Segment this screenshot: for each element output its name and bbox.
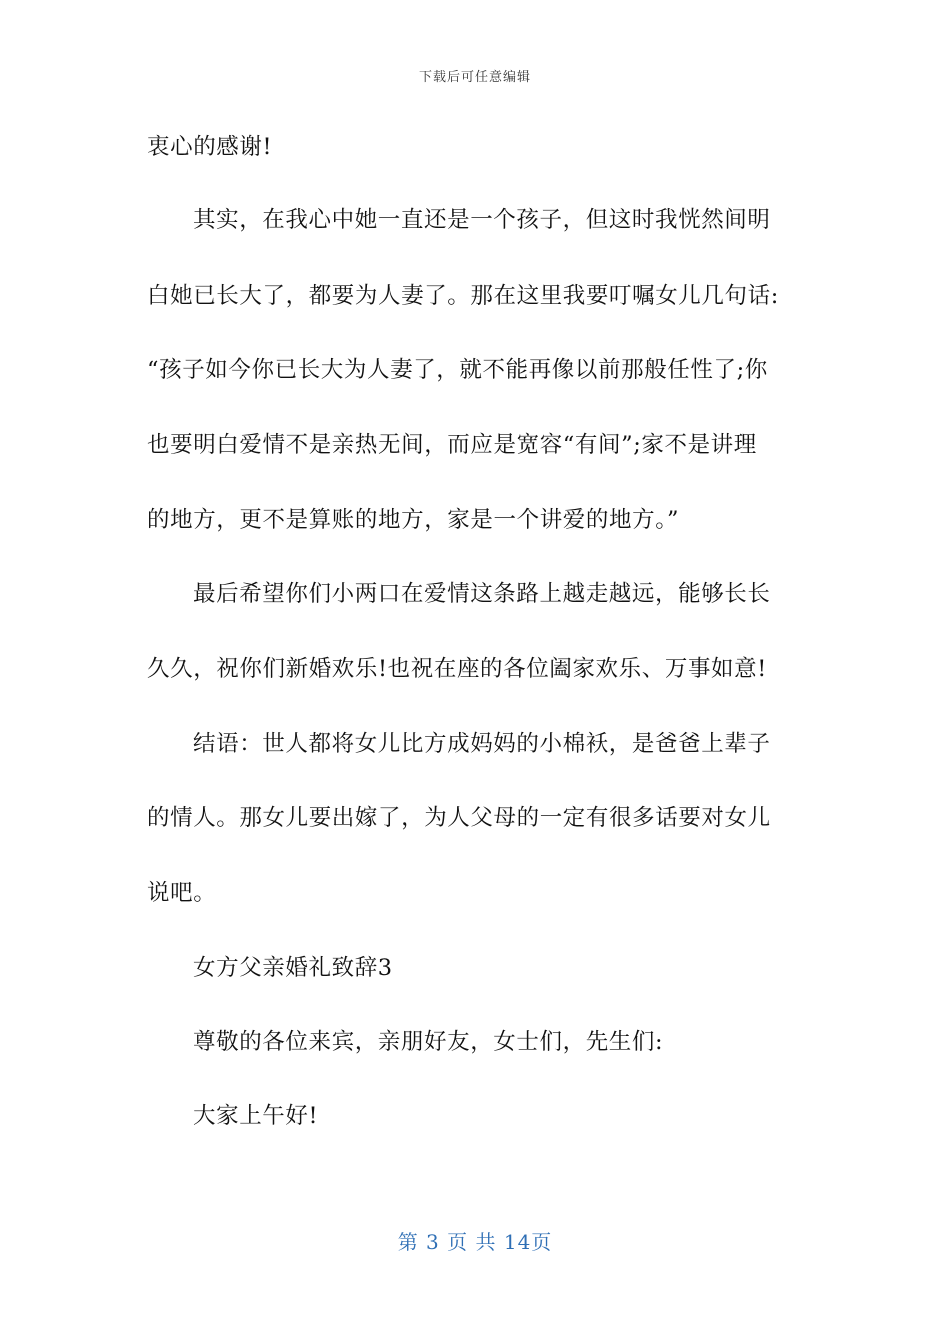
paragraph-line: 也要明白爱情不是亲热无间，而应是宽容“有间”;家不是讲理 [147, 432, 757, 458]
paragraph-line: 其实，在我心中她一直还是一个孩子，但这时我恍然间明 [193, 207, 771, 233]
page-header-note: 下载后可任意编辑 [418, 70, 531, 85]
paragraph-line: 白她已长大了，都要为人妻了。那在这里我要叮嘱女儿几句话: [147, 283, 779, 309]
paragraph-line: 大家上午好! [193, 1103, 319, 1129]
paragraph-line: 衷心的感谢! [147, 134, 273, 160]
paragraph-line: 结语：世人都将女儿比方成妈妈的小棉袄，是爸爸上辈子 [193, 731, 771, 757]
paragraph-line: 说吧。 [147, 880, 217, 906]
section-heading: 女方父亲婚礼致辞3 [193, 955, 393, 981]
paragraph-line: 的地方，更不是算账的地方，家是一个讲爱的地方。” [147, 507, 680, 533]
paragraph-line: 尊敬的各位来宾，亲朋好友，女士们，先生们: [193, 1029, 664, 1055]
paragraph-line: “孩子如今你已长大为人妻了，就不能再像以前那般任性了;你 [147, 357, 768, 383]
page-number-footer: 第 3 页 共 14页 [397, 1230, 553, 1254]
paragraph-line: 最后希望你们小两口在爱情这条路上越走越远，能够长长 [193, 581, 771, 607]
paragraph-line: 的情人。那女儿要出嫁了，为人父母的一定有很多话要对女儿 [147, 805, 771, 831]
paragraph-line: 久久，祝你们新婚欢乐!也祝在座的各位阖家欢乐、万事如意! [147, 656, 767, 682]
